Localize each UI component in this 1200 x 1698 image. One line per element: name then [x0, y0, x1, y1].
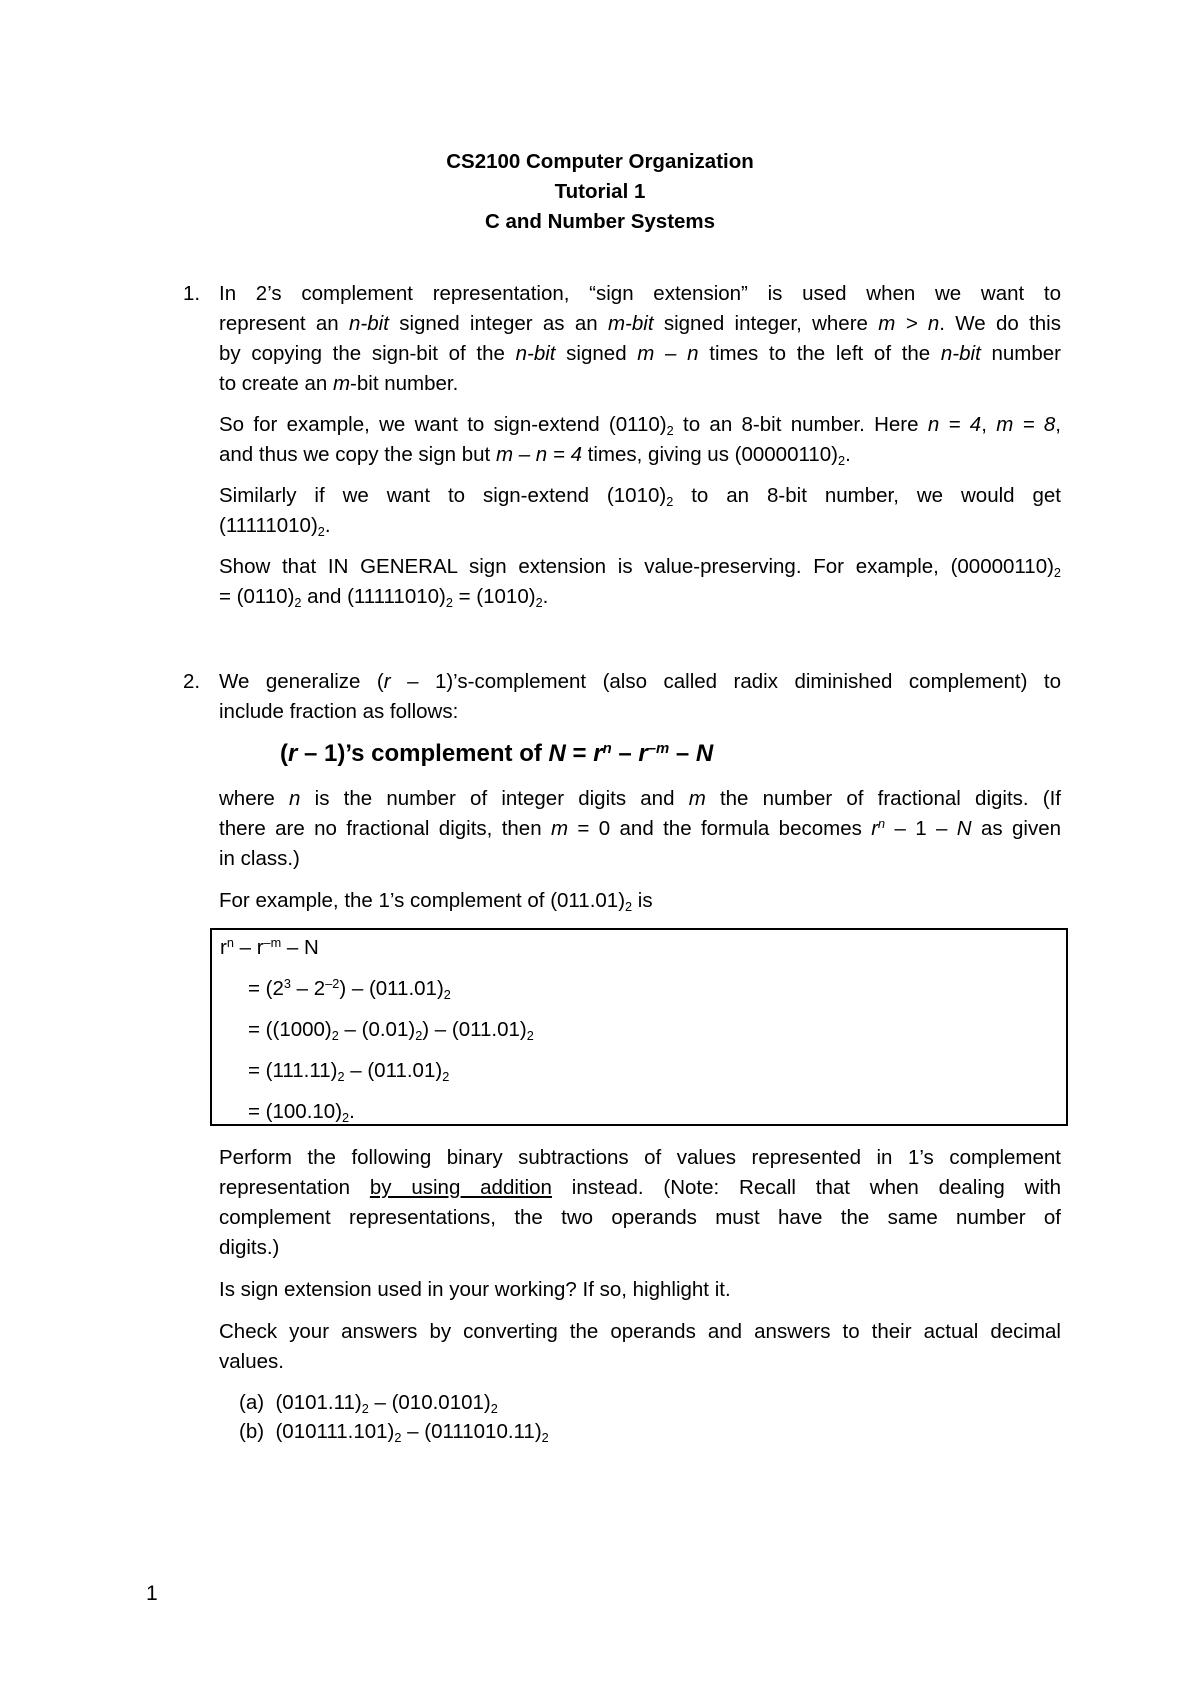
q2-number: 2. [183, 670, 201, 693]
q1-similar-line-1: Similarly if we want to sign-extend (1010)2 to an 8-bit number, we would get [219, 484, 1061, 510]
q2-perform-line-3: complement representations, the two operands must have the same number of [219, 1206, 1061, 1229]
q2-example-box [210, 928, 1068, 1126]
q2-line-1: We generalize (r – 1)’s-complement (also called radix diminished complement) to [219, 670, 1061, 693]
doc-topic-title: C and Number Systems [484, 210, 716, 233]
q2-where-line-2: there are no fractional digits, then m = 0 and the formula becomes $r^n - 1$ – N as given [219, 816, 1061, 840]
page-number: 1 [146, 1582, 158, 1605]
q2-example-intro: For example, the 1’s complement of (011.01)2 is [219, 889, 653, 915]
box-row-2: = ((1000)2 – (0.01)2) – (011.01)2 [248, 1018, 534, 1044]
q2-perform-line-2: representation by using addition instead. (Note: Recall that when dealing with [219, 1176, 1061, 1199]
q1-show-line-1: Show that IN GENERAL sign extension is value-preserving. For example, (00000110)2 [219, 555, 1061, 581]
q1-similar-line-2: (11111010)2. [219, 514, 331, 540]
q2-perform-line-1: Perform the following binary subtractions of values represented in 1’s complement [219, 1146, 1061, 1169]
box-row-0: $r^n - r^{-m}$ – N [220, 935, 319, 959]
q2-part-a: (a) (0101.11)2 – (010.0101)2 [239, 1391, 498, 1417]
q2-where-line-1: where n is the number of integer digits and m the number of fractional digits. (If [219, 787, 1062, 810]
q1-number: 1. [183, 282, 201, 305]
q2-check-line-1: Check your answers by converting the operands and answers to their actual decimal [219, 1320, 1061, 1343]
q1-line-3: by copying the sign-bit of the n-bit signed m – n times to the left of the n-bit number [219, 342, 1061, 365]
box-row-3: = (111.11)2 – (011.01)2 [248, 1059, 450, 1085]
q2-check-line-2: values. [219, 1350, 284, 1373]
q1-line-1: In 2’s complement representation, “sign extension” is used when we want to [219, 282, 1061, 305]
box-row-1: = $(2^3 - 2^{-2}) - (011.01)2$ [248, 976, 451, 1003]
q1-line-4: to create an m-bit number. [219, 372, 459, 395]
q2-formula: (r – 1)’s complement of $N = r^n - r^{-m} - N$ [280, 740, 714, 767]
q1-example-line-1: So for example, we want to sign-extend (0110)2 to an 8-bit number. Here n = 4, m = 8, [219, 413, 1061, 439]
q1-show-line-2: = (0110)2 and (11111010)2 = (1010)2. [219, 585, 549, 611]
q2-sign-extension-question: Is sign extension used in your working? If so, highlight it. [219, 1278, 731, 1301]
q2-perform-line-4: digits.) [219, 1236, 280, 1259]
doc-tutorial-title: Tutorial 1 [554, 180, 646, 203]
doc-course-title: CS2100 Computer Organization [446, 150, 754, 173]
q1-line-2: represent an n-bit signed integer as an m-bit signed integer, where m > n. We do this [219, 312, 1061, 335]
box-row-4: = (100.10)2. [248, 1100, 355, 1126]
q2-where-line-3: in class.) [219, 847, 300, 870]
q2-line-2: include fraction as follows: [219, 700, 459, 723]
q1-example-line-2: and thus we copy the sign but m – n = 4 times, giving us (00000110)2. [219, 443, 851, 469]
q2-part-b: (b) (010111.101)2 – (0111010.11)2 [239, 1420, 549, 1446]
